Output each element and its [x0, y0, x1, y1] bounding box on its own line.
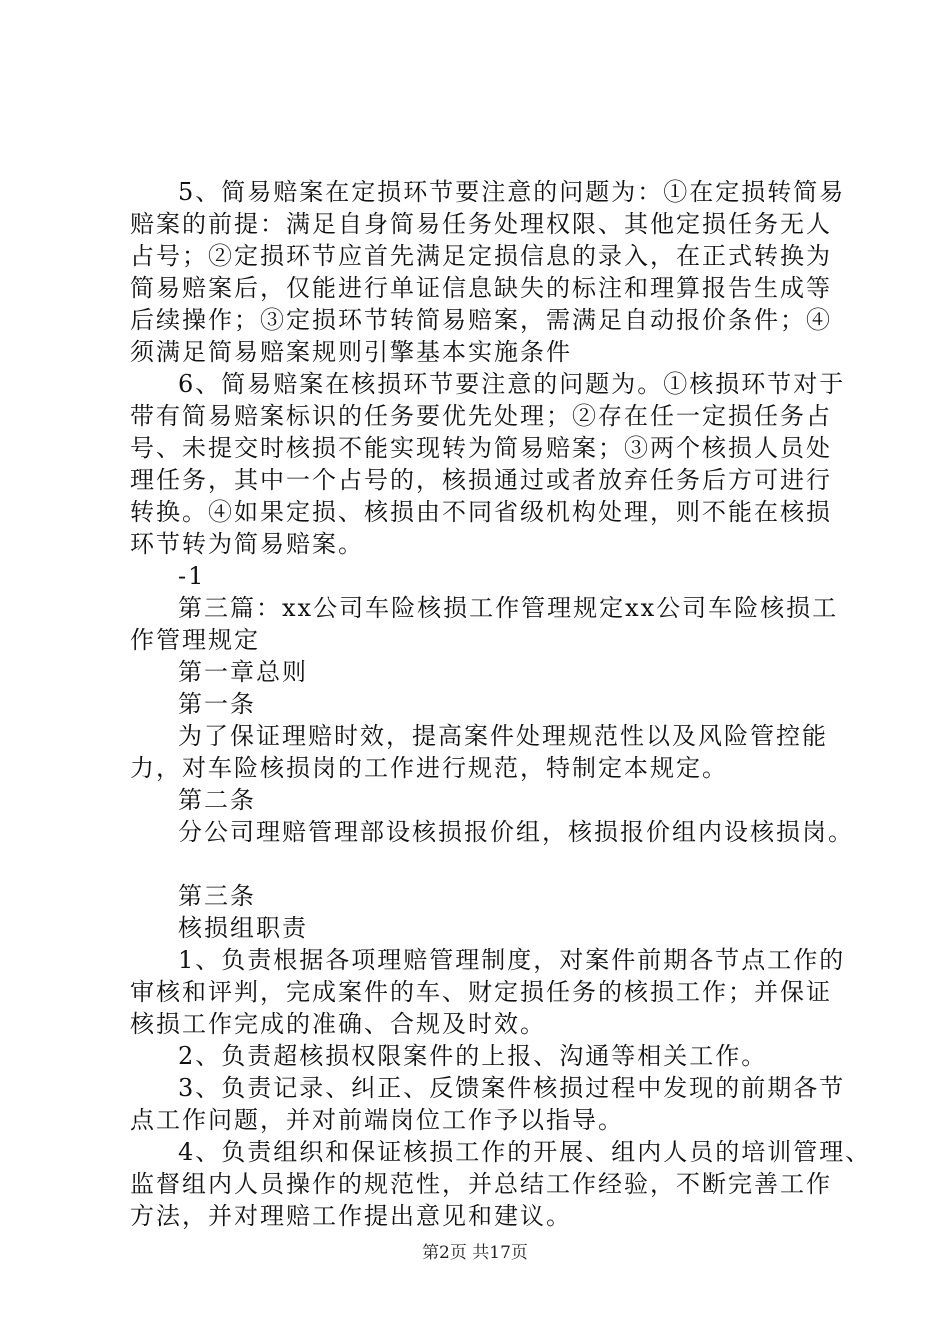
text-line: 号、未提交时核损不能实现转为简易赔案；③两个核损人员处	[130, 434, 832, 462]
text-line: 须满足简易赔案规则引擎基本实施条件	[130, 338, 572, 366]
text-line: 6、简易赔案在核损环节要注意的问题为。①核损环节对于	[178, 370, 846, 398]
text-line: 2、负责超核损权限案件的上报、沟通等相关工作。	[178, 1042, 768, 1070]
page-footer: 第2页 共17页	[422, 1243, 528, 1263]
text-line: 监督组内人员操作的规范性，并总结工作经验，不断完善工作	[130, 1170, 832, 1198]
text-line: 分公司理赔管理部设核损报价组，核损报价组内设核损岗。	[178, 818, 854, 846]
article-heading: 第一条	[178, 690, 256, 718]
text-line: 转换。④如果定损、核损由不同省级机构处理，则不能在核损	[130, 498, 832, 526]
subheading: 核损组职责	[178, 914, 308, 942]
text-line: 审核和评判，完成案件的车、财定损任务的核损工作；并保证	[130, 978, 832, 1006]
text-line: 4、负责组织和保证核损工作的开展、组内人员的培训管理、	[178, 1138, 872, 1166]
section-heading: 第三篇：xx公司车险核损工作管理规定xx公司车险核损工	[178, 594, 839, 622]
text-line: 带有简易赔案标识的任务要优先处理；②存在任一定损任务占	[130, 402, 832, 430]
text-line: 力，对车险核损岗的工作进行规范，特制定本规定。	[130, 754, 728, 782]
text-line: 赔案的前提：满足自身简易任务处理权限、其他定损任务无人	[130, 210, 832, 238]
text-line: 理任务，其中一个占号的，核损通过或者放弃任务后方可进行	[130, 466, 832, 494]
text-line: 环节转为简易赔案。	[130, 530, 364, 558]
text-line: -1	[178, 562, 206, 590]
text-line: 核损工作完成的准确、合规及时效。	[130, 1010, 546, 1038]
text-line: 为了保证理赔时效，提高案件处理规范性以及风险管控能	[178, 722, 828, 750]
article-heading: 第二条	[178, 786, 256, 814]
text-line: 点工作问题，并对前端岗位工作予以指导。	[130, 1106, 624, 1134]
text-line: 简易赔案后，仅能进行单证信息缺失的标注和理算报告生成等	[130, 274, 832, 302]
text-line: 5、简易赔案在定损环节要注意的问题为：①在定损转简易	[178, 178, 846, 206]
chapter-heading: 第一章总则	[178, 658, 308, 686]
text-line: 3、负责记录、纠正、反馈案件核损过程中发现的前期各节	[178, 1074, 846, 1102]
article-heading: 第三条	[178, 882, 256, 910]
text-line: 方法，并对理赔工作提出意见和建议。	[130, 1202, 572, 1230]
section-heading: 作管理规定	[130, 626, 260, 654]
text-line: 1、负责根据各项理赔管理制度，对案件前期各节点工作的	[178, 946, 846, 974]
text-line: 后续操作；③定损环节转简易赔案，需满足自动报价条件；④	[130, 306, 832, 334]
text-line: 占号；②定损环节应首先满足定损信息的录入，在正式转换为	[130, 242, 832, 270]
